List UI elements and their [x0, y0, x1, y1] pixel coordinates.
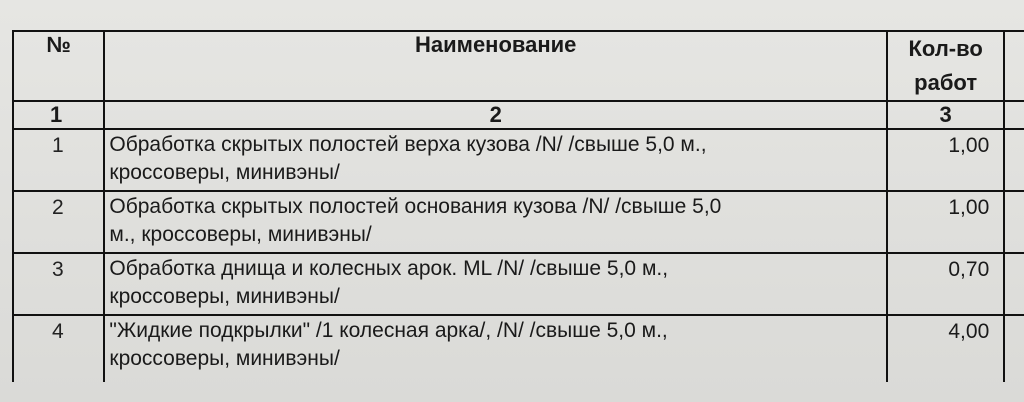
row-qty: 1,00 — [887, 191, 1004, 253]
header-name: Наименование — [104, 31, 887, 101]
row-name — [104, 253, 887, 315]
row-extra — [1004, 253, 1024, 315]
row-extra — [1004, 191, 1024, 253]
row-name-line: "Жидкие подкрылки" /1 колесная арка/, /N/ /свыше 5,0 м., — [109, 319, 668, 342]
row-qty: 4,00 — [887, 315, 1004, 382]
header-extra-column — [1004, 31, 1024, 101]
column-index-name: 2 — [104, 101, 887, 129]
row-name-line: Обработка скрытых полостей верха кузова /N/ /свыше 5,0 м., — [109, 133, 707, 156]
row-num: 2 — [13, 191, 104, 253]
row-name — [104, 129, 887, 191]
row-extra — [1004, 129, 1024, 191]
header-qty — [887, 31, 1004, 101]
row-num: 4 — [13, 315, 104, 382]
row-name-line: Обработка днища и колесных арок. ML /N/ /свыше 5,0 м., — [109, 257, 669, 280]
row-qty: 0,70 — [887, 253, 1004, 315]
column-index-qty: 3 — [887, 101, 1004, 129]
table-row — [13, 315, 1024, 382]
row-name-line: м., кроссоверы, минивэны/ — [109, 223, 372, 246]
row-name — [104, 191, 887, 253]
header-qty-line1: Кол-во — [908, 36, 983, 61]
table-row — [13, 129, 1024, 191]
table-row — [13, 191, 1024, 253]
row-name-line: Обработка скрытых полостей основания кузова /N/ /свыше 5,0 — [109, 195, 722, 218]
works-table — [12, 30, 1024, 382]
column-index-extra — [1004, 101, 1024, 129]
header-qty-line2: работ — [914, 70, 978, 95]
table-row — [13, 253, 1024, 315]
row-name-line: кроссоверы, минивэны/ — [109, 285, 340, 308]
row-extra — [1004, 315, 1024, 382]
row-num: 1 — [13, 129, 104, 191]
row-name — [104, 315, 887, 382]
table-header-row — [13, 31, 1024, 101]
column-index-row — [13, 101, 1024, 129]
row-name-line: кроссоверы, минивэны/ — [109, 161, 340, 184]
row-num: 3 — [13, 253, 104, 315]
row-name-line: кроссоверы, минивэны/ — [109, 347, 340, 370]
header-num: № — [13, 31, 104, 101]
row-qty: 1,00 — [887, 129, 1004, 191]
column-index-num: 1 — [13, 101, 104, 129]
